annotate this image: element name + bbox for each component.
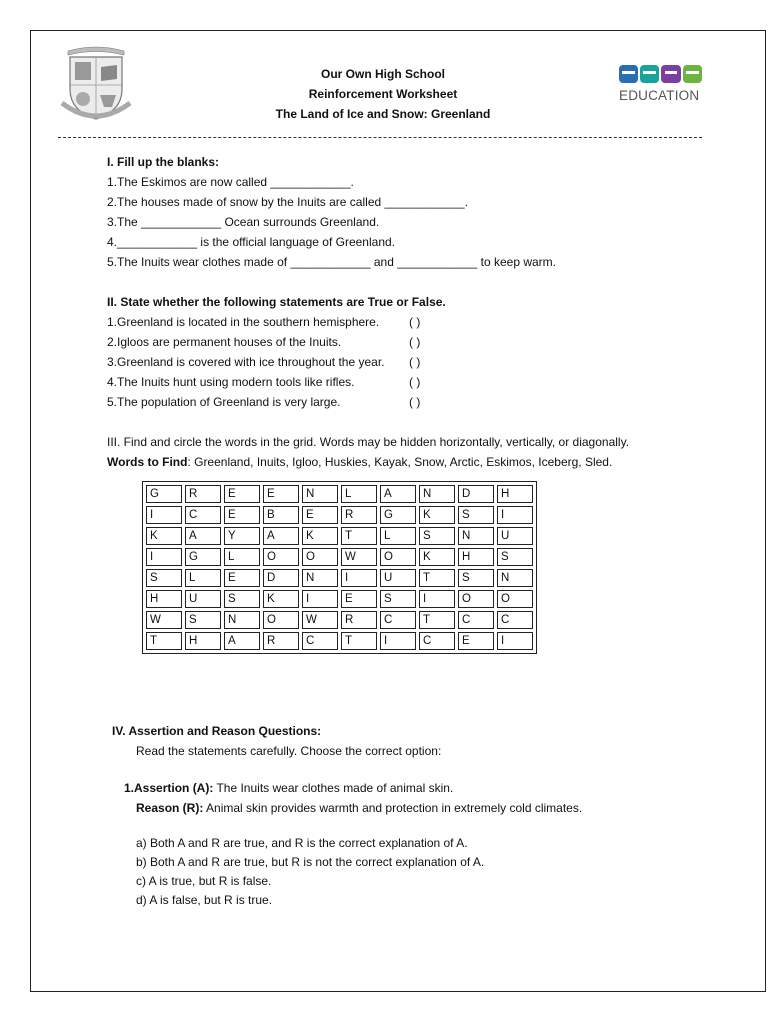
grid-cell[interactable]: C — [497, 611, 533, 629]
words-label: Words to Find — [107, 455, 188, 469]
statement-text: 5.The population of Greenland is very large. — [107, 395, 341, 409]
grid-cell[interactable]: E — [224, 569, 260, 587]
grid-cell[interactable]: N — [224, 611, 260, 629]
grid-row — [146, 590, 533, 608]
question-item — [107, 372, 446, 392]
education-label: EDUCATION — [619, 88, 700, 103]
grid-cell[interactable]: S — [224, 590, 260, 608]
question-item: 2.The houses made of snow by the Inuits are called ____________. — [107, 195, 468, 209]
grid-cell[interactable]: I — [146, 506, 182, 524]
grid-row — [146, 632, 533, 650]
grid-cell[interactable]: T — [146, 632, 182, 650]
reason-line — [112, 798, 582, 818]
word-search-instruction: III. Find and circle the words in the grid. Words may be hidden horizontally, vertically, or diagonally. — [107, 435, 630, 449]
grid-cell[interactable]: S — [458, 506, 494, 524]
reason-text: Animal skin provides warmth and protection in extremely cold climates. — [203, 801, 583, 815]
header-divider — [58, 137, 702, 138]
grid-row — [146, 506, 533, 524]
grid-cell[interactable]: O — [380, 548, 416, 566]
grid-row — [146, 527, 533, 545]
grid-cell[interactable]: O — [263, 611, 299, 629]
section-true-false — [107, 292, 446, 412]
option-item: b) Both A and R are true, but R is not the correct explanation of A. — [136, 855, 485, 869]
question-item — [107, 392, 446, 412]
question-item: 1.The Eskimos are now called ____________. — [107, 175, 354, 189]
answer-blank: ( ) — [409, 335, 421, 349]
grid-cell[interactable]: I — [380, 632, 416, 650]
question-item: 4.____________ is the official language of Greenland. — [107, 235, 396, 249]
grid-row — [146, 569, 533, 587]
grid-cell[interactable]: H — [458, 548, 494, 566]
grid-cell[interactable]: R — [263, 632, 299, 650]
answer-blank: ( ) — [409, 315, 421, 329]
grid-cell[interactable]: T — [341, 632, 377, 650]
grid-cell[interactable]: W — [341, 548, 377, 566]
question-item: 5.The Inuits wear clothes made of ____________ and ____________ to keep warm. — [107, 255, 556, 269]
grid-cell[interactable]: I — [341, 569, 377, 587]
topic-title: The Land of Ice and Snow: Greenland — [275, 107, 491, 121]
statement-text: 4.The Inuits hunt using modern tools like rifles. — [107, 375, 355, 389]
grid-cell[interactable]: K — [419, 506, 455, 524]
grid-cell[interactable]: R — [185, 485, 221, 503]
section-word-search — [107, 432, 629, 472]
grid-cell[interactable]: W — [146, 611, 182, 629]
answer-blank: ( ) — [409, 395, 421, 409]
option-item: c) A is true, but R is false. — [136, 874, 272, 888]
grid-cell[interactable]: H — [497, 485, 533, 503]
school-name: Our Own High School — [321, 67, 445, 81]
grid-cell[interactable]: I — [419, 590, 455, 608]
grid-cell[interactable]: R — [341, 611, 377, 629]
section-heading: IV. Assertion and Reason Questions: — [112, 724, 322, 738]
grid-cell[interactable]: I — [497, 632, 533, 650]
assertion-text: The Inuits wear clothes made of animal skin. — [213, 781, 454, 795]
grid-cell[interactable]: R — [341, 506, 377, 524]
grid-cell[interactable]: T — [341, 527, 377, 545]
grid-cell[interactable]: D — [458, 485, 494, 503]
reason-label: Reason (R): — [136, 801, 204, 815]
gems-wordmark — [619, 63, 703, 85]
section-instruction: Read the statements carefully. Choose the correct option: — [136, 744, 442, 758]
grid-cell[interactable]: S — [419, 527, 455, 545]
section-heading: II. State whether the following statements are True or False. — [107, 295, 446, 309]
grid-row — [146, 485, 533, 503]
worksheet-title: Reinforcement Worksheet — [308, 87, 458, 101]
grid-cell[interactable]: E — [341, 590, 377, 608]
answer-blank: ( ) — [409, 355, 421, 369]
grid-cell[interactable]: C — [458, 611, 494, 629]
grid-cell[interactable]: N — [302, 569, 338, 587]
grid-cell[interactable]: G — [185, 548, 221, 566]
grid-cell[interactable]: L — [185, 569, 221, 587]
grid-cell[interactable]: E — [224, 506, 260, 524]
grid-cell[interactable]: U — [497, 527, 533, 545]
word-search-grid — [142, 481, 537, 654]
grid-cell[interactable]: H — [185, 632, 221, 650]
grid-cell[interactable]: S — [380, 590, 416, 608]
worksheet-header — [250, 64, 516, 124]
answer-blank: ( ) — [409, 375, 421, 389]
question-item — [107, 312, 446, 332]
grid-cell[interactable]: S — [458, 569, 494, 587]
grid-cell[interactable]: I — [497, 506, 533, 524]
grid-cell[interactable]: O — [302, 548, 338, 566]
grid-cell[interactable]: S — [185, 611, 221, 629]
section-fill-blanks — [107, 152, 556, 272]
grid-cell[interactable]: A — [380, 485, 416, 503]
grid-cell[interactable]: H — [146, 590, 182, 608]
statement-text: 2.Igloos are permanent houses of the Inuits. — [107, 335, 342, 349]
statement-text: 3.Greenland is covered with ice throughout the year. — [107, 355, 385, 369]
grid-cell[interactable]: E — [263, 485, 299, 503]
grid-cell[interactable]: O — [458, 590, 494, 608]
grid-cell[interactable]: K — [419, 548, 455, 566]
grid-cell[interactable]: T — [419, 569, 455, 587]
grid-cell[interactable]: K — [302, 527, 338, 545]
grid-cell[interactable]: C — [185, 506, 221, 524]
grid-cell[interactable]: C — [380, 611, 416, 629]
grid-cell[interactable]: N — [302, 485, 338, 503]
gems-education-logo — [619, 63, 703, 107]
grid-cell[interactable]: G — [146, 485, 182, 503]
grid-cell[interactable]: K — [263, 590, 299, 608]
grid-cell[interactable]: C — [302, 632, 338, 650]
option-item: a) Both A and R are true, and R is the correct explanation of A. — [136, 836, 468, 850]
school-crest-logo — [58, 45, 134, 123]
grid-cell[interactable]: D — [263, 569, 299, 587]
question-item — [107, 332, 446, 352]
grid-cell[interactable]: G — [380, 506, 416, 524]
grid-cell[interactable]: I — [146, 548, 182, 566]
words-to-find — [107, 452, 629, 472]
grid-cell[interactable]: N — [458, 527, 494, 545]
option-item: d) A is false, but R is true. — [136, 893, 273, 907]
grid-cell[interactable]: W — [302, 611, 338, 629]
question-item — [107, 352, 446, 372]
grid-cell[interactable]: E — [302, 506, 338, 524]
question-item: 3.The ____________ Ocean surrounds Greenland. — [107, 215, 380, 229]
statement-text: 1.Greenland is located in the southern hemisphere. — [107, 315, 380, 329]
grid-cell[interactable]: O — [497, 590, 533, 608]
grid-cell[interactable]: O — [263, 548, 299, 566]
grid-cell[interactable]: N — [419, 485, 455, 503]
grid-cell[interactable]: L — [380, 527, 416, 545]
grid-cell[interactable]: T — [419, 611, 455, 629]
grid-cell[interactable]: A — [263, 527, 299, 545]
grid-cell[interactable]: Y — [224, 527, 260, 545]
grid-cell[interactable]: S — [146, 569, 182, 587]
grid-cell[interactable]: E — [224, 485, 260, 503]
grid-cell[interactable]: L — [341, 485, 377, 503]
grid-row — [146, 611, 533, 629]
grid-cell[interactable]: K — [146, 527, 182, 545]
grid-cell[interactable]: A — [185, 527, 221, 545]
grid-cell[interactable]: E — [458, 632, 494, 650]
grid-cell[interactable]: B — [263, 506, 299, 524]
section-heading: I. Fill up the blanks: — [107, 155, 220, 169]
grid-cell[interactable]: A — [224, 632, 260, 650]
grid-cell[interactable]: L — [224, 548, 260, 566]
grid-cell[interactable]: U — [185, 590, 221, 608]
grid-cell[interactable]: N — [497, 569, 533, 587]
grid-cell[interactable]: U — [380, 569, 416, 587]
assertion-line — [112, 778, 582, 798]
grid-cell[interactable]: S — [497, 548, 533, 566]
words-list: : Greenland, Inuits, Igloo, Huskies, Kayak, Snow, Arctic, Eskimos, Iceberg, Sled. — [187, 455, 613, 469]
section-assertion-reason — [112, 721, 582, 910]
grid-cell[interactable]: I — [302, 590, 338, 608]
grid-row — [146, 548, 533, 566]
grid-cell[interactable]: C — [419, 632, 455, 650]
assertion-label: 1.Assertion (A): — [124, 781, 214, 795]
